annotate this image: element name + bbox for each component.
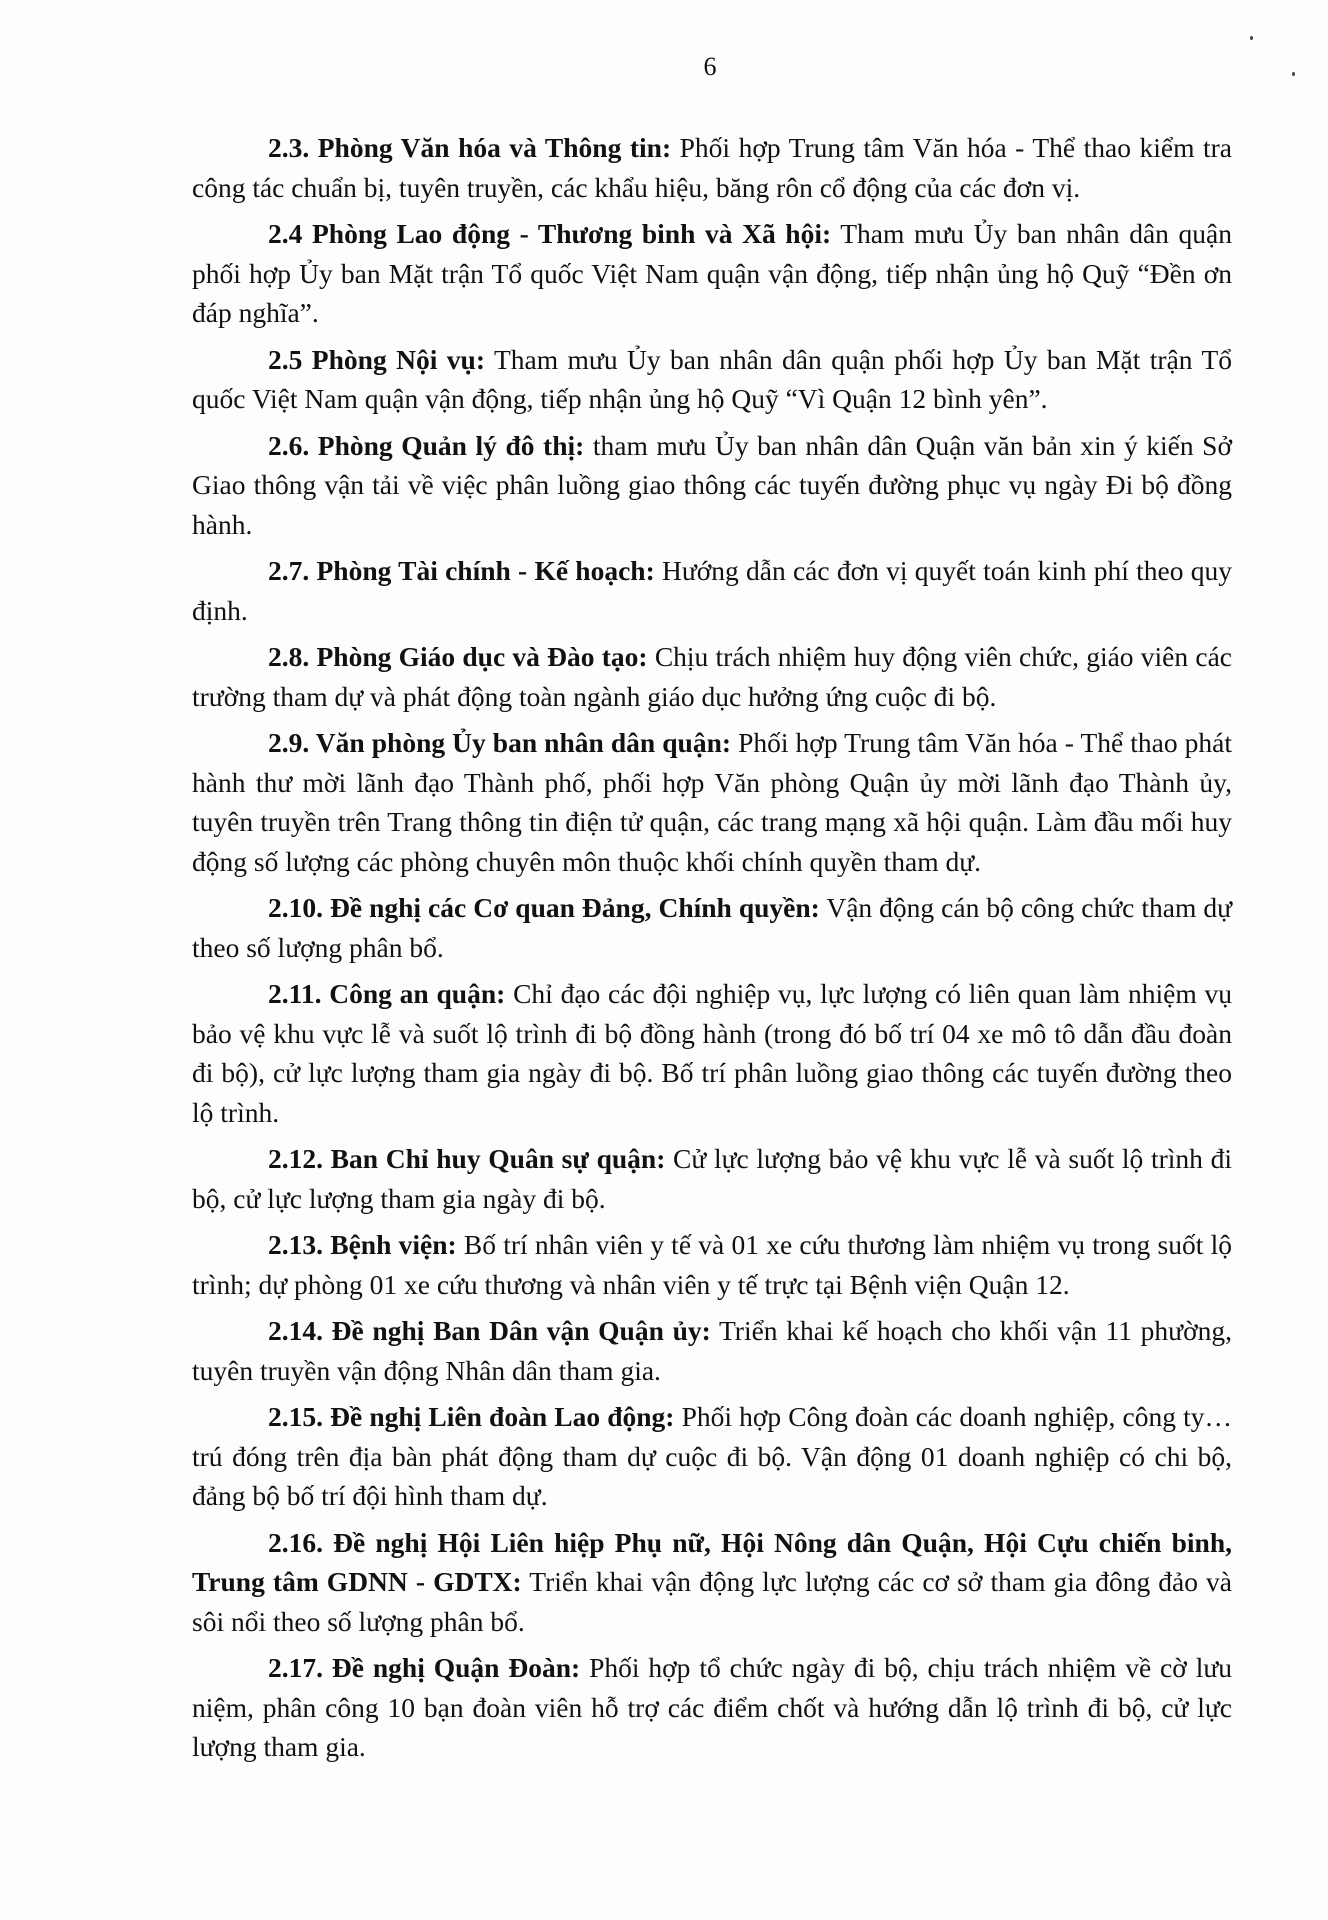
section-2-4: [192, 214, 1232, 333]
section-2-9: [192, 723, 1232, 881]
section-2-12: [192, 1139, 1232, 1218]
section-heading: 2.6. Phòng Quản lý đô thị:: [268, 429, 585, 461]
section-body: Vận động cán bộ công chức tham dự theo số lượng phân bổ.: [192, 892, 1232, 963]
section-body: Tham mưu Ủy ban nhân dân quận phối hợp Ủy ban Mặt trận Tổ quốc Việt Nam quận vận động, tiếp nhận ủng hộ Quỹ “Đền ơn đáp nghĩa”.: [192, 218, 1232, 328]
section-body: Triển khai vận động lực lượng các cơ sở tham gia đông đảo và sôi nổi theo số lượng phân bổ.: [192, 1566, 1232, 1637]
section-heading: 2.11. Công an quận:: [268, 978, 506, 1009]
section-2-13: [192, 1225, 1232, 1304]
section-body: Phối hợp Công đoàn các doanh nghiệp, công ty… trú đóng trên địa bàn phát động tham dự cuộc đi bộ. Vận động 01 doanh nghiệp có chi bộ, đảng bộ bố trí đội hình tham dự.: [192, 1401, 1232, 1511]
section-body: Phối hợp Trung tâm Văn hóa - Thể thao kiểm tra công tác chuẩn bị, tuyên truyền, các khẩu hiệu, băng rôn cổ động của các đơn vị.: [192, 132, 1232, 203]
section-2-15: [192, 1397, 1232, 1516]
section-2-8: [192, 637, 1232, 716]
document-body: [192, 128, 1232, 1774]
section-heading: 2.7. Phòng Tài chính - Kế hoạch:: [268, 555, 655, 586]
section-2-3: [192, 128, 1232, 207]
section-2-5: [192, 340, 1232, 419]
page-number: 6: [703, 52, 717, 81]
section-2-6: [192, 426, 1232, 545]
section-2-7: [192, 551, 1232, 630]
section-body: Chịu trách nhiệm huy động viên chức, giáo viên các trường tham dự và phát động toàn ngành giáo dục hưởng ứng cuộc đi bộ.: [192, 641, 1232, 712]
section-2-16: [192, 1523, 1232, 1642]
section-body: Chỉ đạo các đội nghiệp vụ, lực lượng có liên quan làm nhiệm vụ bảo vệ khu vực lễ và suốt lộ trình đi bộ đồng hành (trong đó bố trí 04 xe mô tô dẫn đầu đoàn đi bộ), cử lực lượng tham gia ngày đi bộ. Bố trí phân luồng giao thông các tuyến đường theo lộ trình.: [192, 978, 1232, 1128]
section-heading: 2.14. Đề nghị Ban Dân vận Quận ủy:: [268, 1315, 711, 1346]
section-heading: 2.3. Phòng Văn hóa và Thông tin:: [268, 132, 672, 163]
section-body: tham mưu Ủy ban nhân dân Quận văn bản xin ý kiến Sở Giao thông vận tải về việc phân luồng giao thông các tuyến đường phục vụ ngày Đi bộ đồng hành.: [192, 429, 1232, 540]
section-body: Phối hợp tổ chức ngày đi bộ, chịu trách nhiệm về cờ lưu niệm, phân công 10 bạn đoàn viên hỗ trợ các điểm chốt và hướng dẫn lộ trình đi bộ, cử lực lượng tham gia.: [192, 1652, 1232, 1762]
section-heading: 2.17. Đề nghị Quận Đoàn:: [268, 1652, 581, 1683]
section-heading: 2.4 Phòng Lao động - Thương binh và Xã hội:: [268, 218, 832, 249]
section-heading: 2.8. Phòng Giáo dục và Đào tạo:: [268, 641, 648, 672]
section-heading: 2.13. Bệnh viện:: [268, 1229, 457, 1260]
section-body: Phối hợp Trung tâm Văn hóa - Thể thao phát hành thư mời lãnh đạo Thành phố, phối hợp Văn phòng Quận ủy mời lãnh đạo Thành ủy, tuyên truyền trên Trang thông tin điện tử quận, các trang mạng xã hội quận. Làm đầu mối huy động số lượng các phòng chuyên môn thuộc khối chính quyền tham dự.: [192, 727, 1233, 877]
section-heading: 2.5 Phòng Nội vụ:: [268, 343, 486, 375]
section-body: Hướng dẫn các đơn vị quyết toán kinh phí theo quy định.: [192, 555, 1233, 626]
section-heading: 2.12. Ban Chỉ huy Quân sự quận:: [268, 1143, 666, 1174]
section-2-10: [192, 888, 1232, 967]
section-heading: 2.16. Đề nghị Hội Liên hiệp Phụ nữ, Hội Nông dân Quận, Hội Cựu chiến binh, Trung tâm GDNN - GDTX:: [192, 1526, 1232, 1597]
scan-speck: [1292, 72, 1295, 76]
section-2-14: [192, 1311, 1232, 1390]
section-body: Tham mưu Ủy ban nhân dân quận phối hợp Ủy ban Mặt trận Tổ quốc Việt Nam quận vận động, tiếp nhận ủng hộ Quỹ “Vì Quận 12 bình yên”.: [192, 343, 1233, 414]
section-2-17: [192, 1648, 1232, 1767]
section-body: Bố trí nhân viên y tế và 01 xe cứu thương làm nhiệm vụ trong suốt lộ trình; dự phòng 01 xe cứu thương và nhân viên y tế trực tại Bệnh viện Quận 12.: [192, 1229, 1233, 1300]
scan-speck: [1250, 36, 1253, 40]
section-heading: 2.9. Văn phòng Ủy ban nhân dân quận:: [268, 727, 732, 758]
section-body: Triển khai kế hoạch cho khối vận 11 phường, tuyên truyền vận động Nhân dân tham gia.: [192, 1315, 1233, 1386]
section-body: Cử lực lượng bảo vệ khu vực lễ và suốt lộ trình đi bộ, cử lực lượng tham gia ngày đi bộ.: [192, 1143, 1232, 1214]
section-heading: 2.10. Đề nghị các Cơ quan Đảng, Chính quyền:: [268, 892, 820, 923]
section-2-11: [192, 974, 1232, 1132]
section-heading: 2.15. Đề nghị Liên đoàn Lao động:: [268, 1401, 675, 1432]
